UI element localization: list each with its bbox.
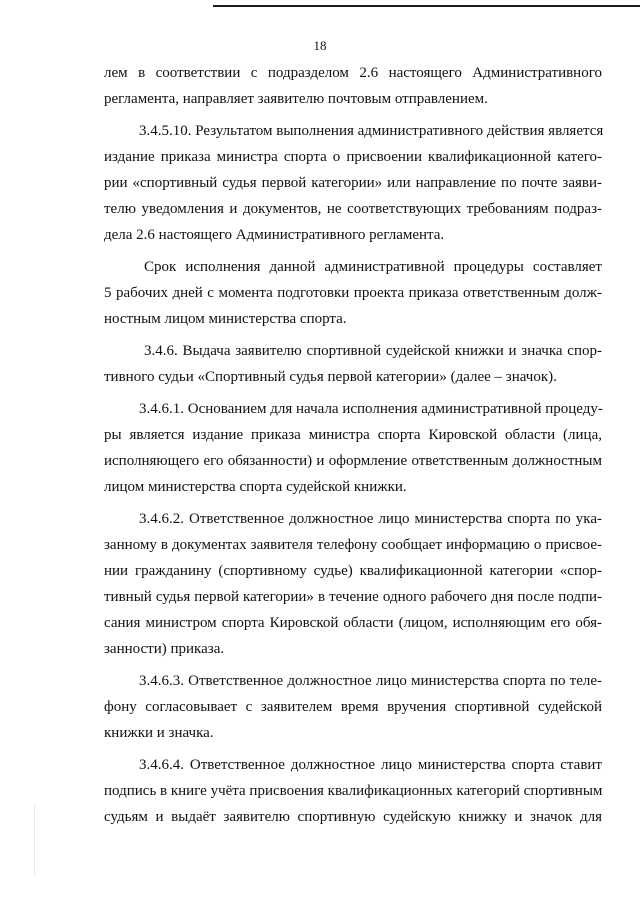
paragraph-line: исполняющего его обязанности) и оформление ответственным должностным bbox=[104, 453, 602, 469]
paragraph-line: Срок исполнения данной административной процедуры составляет bbox=[144, 259, 602, 275]
paragraph-line: нии гражданину (спортивному судье) квалификационной категории «спор- bbox=[104, 563, 602, 579]
paragraph-line: регламента, направляет заявителю почтовым отправлением. bbox=[104, 91, 488, 107]
paragraph-line: 3.4.6. Выдача заявителю спортивной судейской книжки и значка спор- bbox=[144, 343, 602, 359]
paragraph-line: занному в документах заявителя телефону сообщает информацию о присвое- bbox=[104, 537, 602, 553]
paragraph-line: издание приказа министра спорта о присвоении квалификационной катего- bbox=[104, 149, 602, 165]
paragraph-line: судьям и выдаёт заявителю спортивную судейскую книжку и значок для bbox=[104, 809, 602, 825]
paragraph-line: дела 2.6 настоящего Административного регламента. bbox=[104, 227, 445, 243]
paragraph-line: занности) приказа. bbox=[104, 641, 225, 657]
paragraph-line: 3.4.6.4. Ответственное должностное лицо министерства спорта ставит bbox=[139, 757, 602, 773]
paragraph-line: 3.4.5.10. Результатом выполнения административного действия является bbox=[139, 123, 604, 139]
paragraph-line: лицом министерства спорта судейской книжки. bbox=[104, 479, 407, 495]
paragraph-line: тивного судьи «Спортивный судья первой категории» (далее – значок). bbox=[104, 369, 557, 385]
paragraph-line: ры является издание приказа министра спорта Кировской области (лица, bbox=[104, 427, 602, 443]
paragraph-line: лем в соответствии с подразделом 2.6 настоящего Административного bbox=[104, 65, 602, 81]
paragraph-line: книжки и значка. bbox=[104, 725, 214, 741]
paragraph-line: 3.4.6.2. Ответственное должностное лицо министерства спорта по ука- bbox=[139, 511, 602, 527]
paragraph-line: 3.4.6.1. Основанием для начала исполнения административной процеду- bbox=[139, 401, 603, 417]
paragraph-line: 5 рабочих дней с момента подготовки проекта приказа ответственным долж- bbox=[104, 285, 602, 301]
paragraph-line: ностным лицом министерства спорта. bbox=[104, 311, 347, 327]
paragraph-line: подпись в книге учёта присвоения квалификационных категорий спортивным bbox=[104, 783, 603, 799]
top-rule bbox=[213, 5, 640, 7]
paragraph-line: рии «спортивный судья первой категории» или направление по почте заяви- bbox=[104, 175, 602, 191]
scan-edge-mark bbox=[34, 805, 35, 875]
paragraph-line: телю уведомления и документов, не соответствующих требованиям подраз- bbox=[104, 201, 602, 217]
page-number: 18 bbox=[313, 38, 327, 53]
paragraph-line: тивный судья первой категории» в течение одного рабочего дня после подпи- bbox=[104, 589, 602, 605]
paragraph-line: сания министром спорта Кировской области (лицом, исполняющим его обя- bbox=[104, 615, 602, 631]
paragraph-line: фону согласовывает с заявителем время вручения спортивной судейской bbox=[104, 699, 602, 715]
paragraph-line: 3.4.6.3. Ответственное должностное лицо министерства спорта по теле- bbox=[139, 673, 602, 689]
